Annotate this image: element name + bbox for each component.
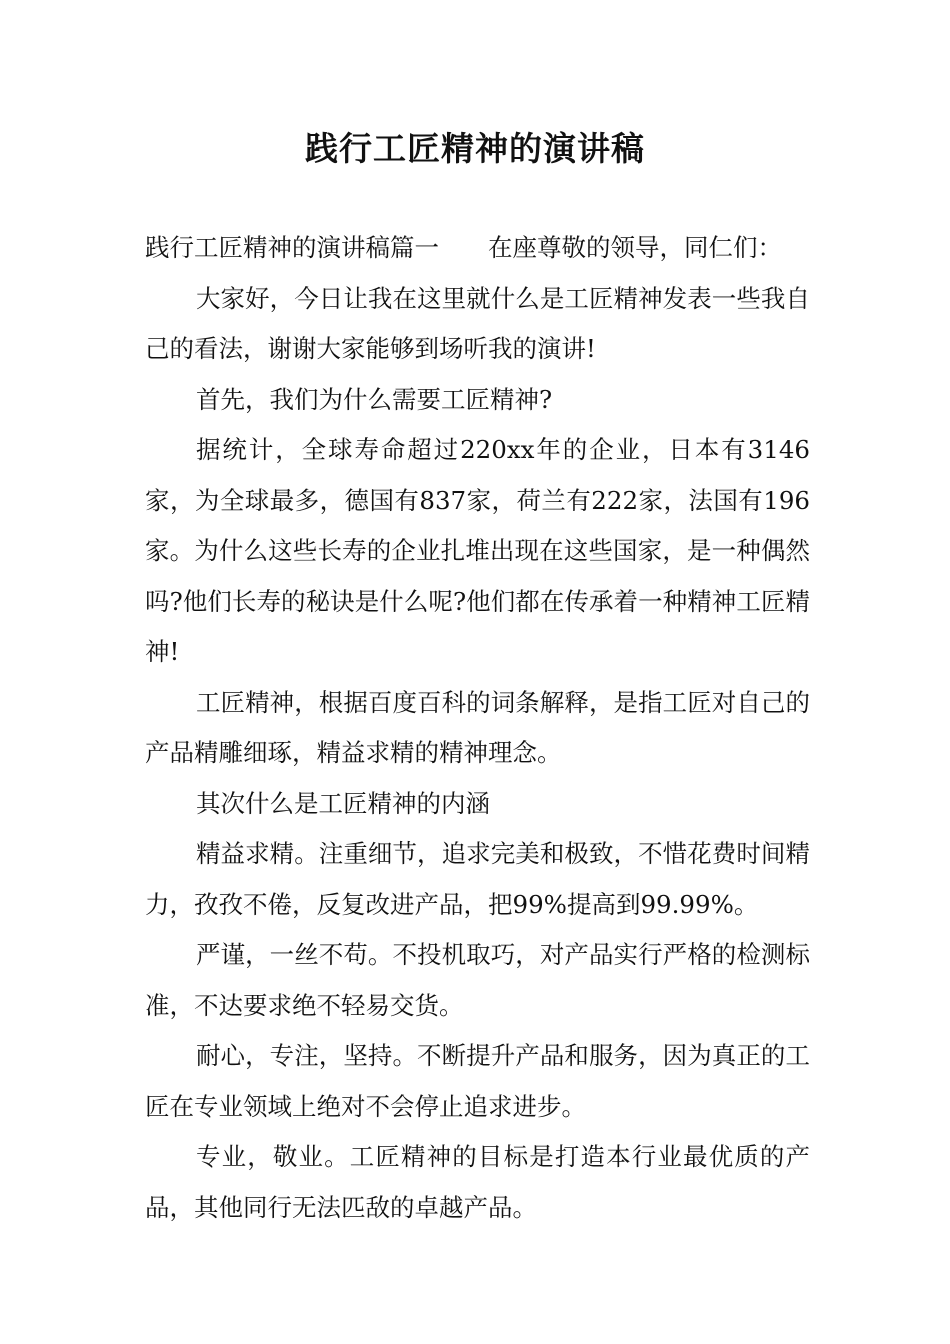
paragraph-rigor: 严谨，一丝不苟。不投机取巧，对产品实行严格的检测标准，不达要求绝不轻易交货。 [145, 940, 810, 1020]
paragraph-connotation-heading: 其次什么是工匠精神的内涵 [196, 788, 490, 818]
paragraph-professionalism: 专业，敬业。工匠精神的目标是打造本行业最优质的产品，其他同行无法匹敌的卓越产品。 [145, 1142, 810, 1222]
paragraph-definition: 工匠精神，根据百度百科的词条解释，是指工匠对自己的产品精雕细琢，精益求精的精神理念。 [145, 687, 810, 767]
paragraph-greeting: 大家好，今日让我在这里就什么是工匠精神发表一些我自己的看法，谢谢大家能够到场听我的演讲! [145, 283, 810, 363]
paragraph-intro: 践行工匠精神的演讲稿篇一 在座尊敬的领导，同仁们： [145, 233, 782, 262]
paragraph-excellence: 精益求精。注重细节，追求完美和极致，不惜花费时间精力，孜孜不倦，反复改进产品，把99%提高到99.99%。 [145, 839, 810, 919]
paragraph-question-why: 首先，我们为什么需要工匠精神? [196, 384, 553, 414]
document-body [145, 223, 810, 1233]
paragraph-statistics: 据统计，全球寿命超过220xx年的企业，日本有3146家，为全球最多，德国有837家，荷兰有222家，法国有196家。为什么这些长寿的企业扎堆出现在这些国家，是一种偶然吗?他们长寿的秘诀是什么呢?他们都在传承着一种精神工匠精神! [145, 435, 810, 666]
paragraph-patience: 耐心，专注，坚持。不断提升产品和服务，因为真正的工匠在专业领域上绝对不会停止追求进步。 [145, 1041, 810, 1121]
document-title: 践行工匠精神的演讲稿 [305, 129, 645, 168]
